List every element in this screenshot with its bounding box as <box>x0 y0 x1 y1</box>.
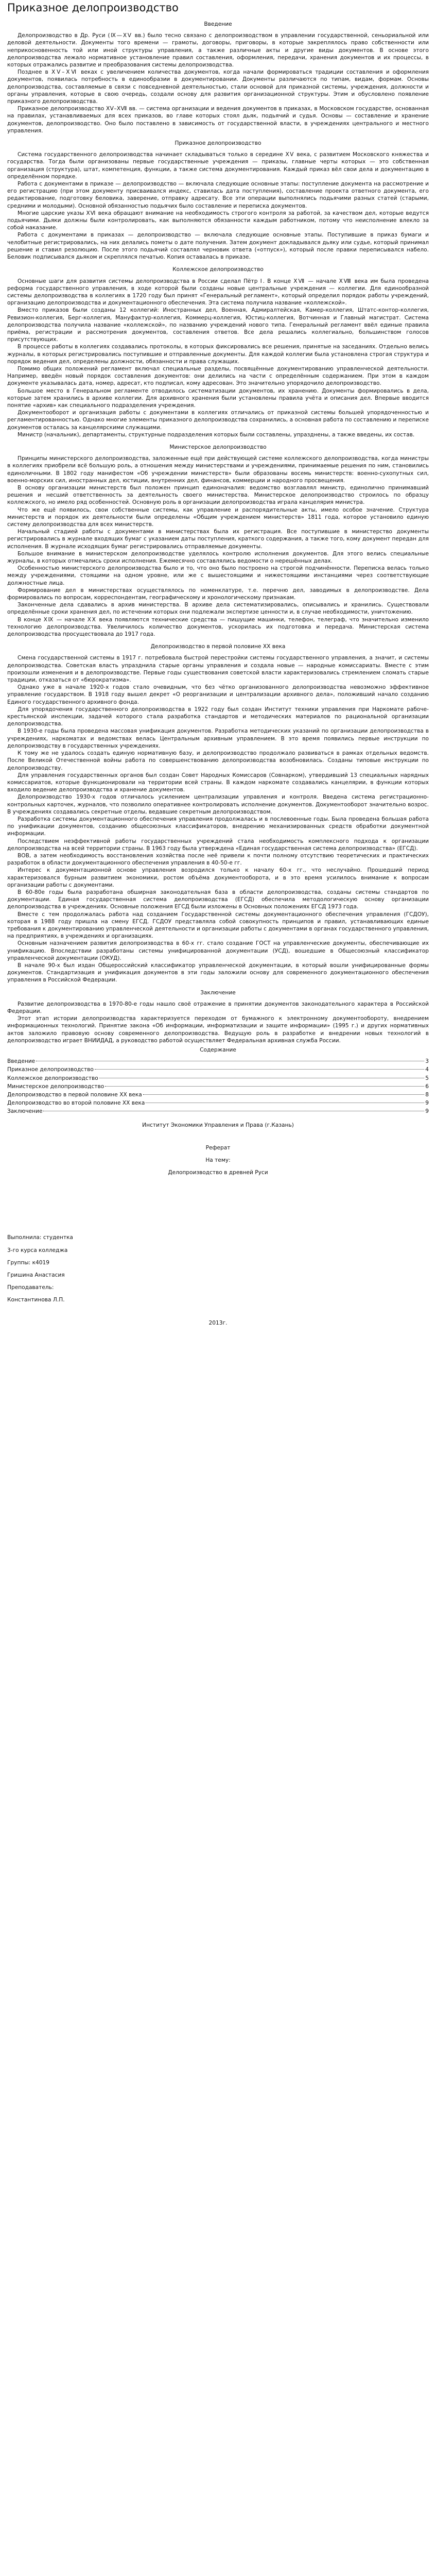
paragraph: Для управления государственных органов был создан Совет Народных Комиссаров (Совнарком), утвердивший 13 специальных нарядных комиссариатов, которые функционировали на территории всей страны. В каждом наркомате создавались канцелярии, в функции которых входило ведение делопроизводства и хранение документов. <box>7 772 429 793</box>
paragraph: Большое место в Генеральном регламенте отводилось систематизации документов, их хранению. Документы формировались в дела, которые затем хранились в архиве коллегии. Для архивного хранения были установлены правила учёта и описания дел. Впервые вводится понятие «архив» как специального подразделения учреждения. <box>7 387 429 409</box>
section <box>7 140 429 261</box>
paragraph: Делопроизводство 1930-х годов отличалось усилением централизации управления и контроля. Введена система регистрационно-контрольных карточек, журналов, что позволило оперативнее контролировать исполнение документов. Документооборот значительно возрос. В учреждениях создавались секретные отделы, ведавшие секретным делопроизводством. <box>7 794 429 815</box>
toc-item[interactable] <box>7 1099 429 1107</box>
document-title: Приказное делопроизводство <box>7 2 179 14</box>
section <box>7 21 429 134</box>
paragraph: Делопроизводство в Др. Руси (Ⅸ—ⅩⅤ вв.) было тесно связано с делопроизводством в управлении государственной, сеньориальной или деловой деятельности. Документы того времени — грамоты, договоры, приговоры, в которые закреплялось право собственности или неприкосновенность той или иной структуры управления, а также различные акты и другие виды документов. В основе этого делопроизводства лежало нормативное установление правил составления, оформления, передачи, хранения документов и их процессы, в которых отражались развитие и преобразования системы делопроизводства. <box>7 32 429 69</box>
toc-item-label: Приказное делопроизводство <box>7 1066 94 1073</box>
toc-item[interactable] <box>7 1075 429 1082</box>
section-heading: Коллежское делопроизводство <box>172 266 264 273</box>
on-topic-label: На тему: <box>205 1157 231 1164</box>
institute-name: Институт Экономики Управления и Права (г.Казань) <box>142 1122 294 1128</box>
toc-item[interactable] <box>7 1091 429 1098</box>
toc-item-page: 3 <box>425 1058 429 1065</box>
teacher-name: Константинова Л.П. <box>7 1297 65 1303</box>
paragraph: Основные шаги для развития системы делопроизводства в России сделал Пётр Ⅰ. В конце ⅩⅦ — начале ⅩⅧ века им была проведена реформа государственного управления, в ходе которой были созданы новые центральные учреждения — коллегии. Для единообразной системы делопроизводства в коллегиях в 1720 году был принят «Генеральный регламент», который определил порядок работы учреждений, организацию делопроизводства и документационного обеспечения. Эта система получила название «коллежской». <box>7 278 429 307</box>
teacher-label: Преподаватель: <box>7 1284 54 1291</box>
section <box>7 852 429 984</box>
paragraph: Вместе с тем продолжалась работа над созданием Государственной системы документационного обеспечения управления (ГСДОУ), которая в 1988 году пришла на смену ЕГСД. ГСДОУ представляла собой совокупность принципов и правил, устанавливающих единые требования к документированию управленческой деятельности и организации работы с документами в органах государственного управления, на предприятиях, в учреждениях и организациях. <box>7 911 429 940</box>
toc-item-label: Делопроизводство в первой половине ⅩⅩ века <box>7 1092 142 1098</box>
paragraph: Смена государственной системы в 1917 г. потребовала быстрой перестройки системы государственного управления, а значит, и системы делопроизводства. Советская власть упразднила старые органы управления и создала новые — народные комиссариаты. Вместе с этим произошли изменения и в делопроизводстве. Первые годы существования советской власти характеризовались стремлением сломать старые традиции, отказаться от «бюрократизма». <box>7 655 429 684</box>
author-name: Гришина Анастасия <box>7 1272 65 1279</box>
table-of-contents <box>7 1046 429 1129</box>
toc-item-label: Заключение <box>7 1108 43 1115</box>
work-type: Реферат <box>205 1144 231 1151</box>
toc-item[interactable] <box>7 1083 429 1090</box>
paragraph: Разработка системы документационного обеспечения управления продолжалась и в послевоенные годы. Была проведена большая работа по унификации документов, созданию общесоюзных классификаторов, внедрению механизированных средств обработки документной информации. <box>7 816 429 837</box>
paragraph: Для упорядочения государственного делопроизводства в 1922 году был создан Институт техники управления при Наркомате рабоче-крестьянской инспекции, задачей которого стала разработка стандартов и методических материалов по рациональной организации делопроизводства. <box>7 706 429 727</box>
toc-leader-dots <box>143 1094 425 1095</box>
paragraph: Работа с документами в приказе — делопроизводство — включала следующие основные этапы: поступление документа на рассмотрение и его регистрацию (при этом документу присваивался индекс, ставилась дата поступления), составление проекта ответного документа, его редактирование, подготовку беловика, заверение, отправку адресату. Все эти операции выполнялись подьячими разных статей (старыми, средними и молодыми). Основной обязанностью подьячих было составление и переписка документов. <box>7 181 429 209</box>
paragraph: В 1930-е годы была проведена массовая унификация документов. Разработка методических указаний по организации делопроизводства в учреждениях, наркоматах и ведомствах велась Центральным архивным управлением. В это время появились первые инструкции по делопроизводству в государственных учреждениях. <box>7 728 429 749</box>
toc-item-label: Министерское делопроизводство <box>7 1083 104 1090</box>
toc-item-label: Введение <box>7 1058 36 1065</box>
toc-leader-dots <box>105 1086 424 1087</box>
paragraph: Начальный стадией работы с документами в министерствах была их регистрация. Все поступившие в министерство документы регистрировались в журнале входящих бумаг с указанием даты поступления, краткого содержания, а также того, кому документ передан для исполнения. В журнале исходящих бумаг регистрировались отправляемые документы. <box>7 529 429 550</box>
paragraph: Документооборот и организация работы с документами в коллегиях отличались от приказной системы большей упорядоченностью и регламентированностью. Однако многие элементы приказного делопроизводства сохранились, а основная работа по составлению и переписке документов осталась за канцелярскими служащими. <box>7 410 429 431</box>
toc-item[interactable] <box>7 1108 429 1115</box>
section <box>7 266 429 438</box>
author-info <box>7 1234 429 1303</box>
paragraph: Работа с документами в приказах — делопроизводство — включала следующие основные этапы. Поступившие в приказ бумаги и челобитные регистрировались, на них делались пометы о дате получения. Затем документ докладывался дьяку или судье, который принимал решение и ставил резолюцию. После этого подьячий составлял черновик ответа («отпуск»), который после правки переписывался набело. Беловик подписывался дьяком и скреплялся печатью. Копия оставалась в приказе. <box>7 232 429 261</box>
paragraph: ВОВ, а затем необходимость восстановления хозяйства после неё привели к почти полному отсутствию теоретических и практических разработок в области документационного обеспечения управления в 40-50-е гг. <box>7 852 429 867</box>
toc-item-page: 6 <box>425 1083 429 1090</box>
paragraph: Этот этап истории делопроизводства характеризуется переходом от бумажного к электронному документообороту, внедрением информационных технологий. Принятие закона «Об информации, информатизации и защите информации» (1995 г.) и других нормативных актов заложило правовую основу современного делопроизводства. Ведущую роль в разработке и внедрении новых технологий в делопроизводство играет ВНИИДАД, а руководство работой осуществляет Федеральная архивная служба России. <box>7 1015 429 1044</box>
section-heading: Приказное делопроизводство <box>175 140 261 147</box>
paragraph: Приказное делопроизводство ⅩⅤ–ⅩⅦ вв. — система организации и ведения документов в приказах, в Московском государстве, основанная на правилах, устанавливаемых для всех приказов, во главе которых стоял дьяк, подьячий и судья. Основы — составление и хранение документов, делопроизводство. Оно было поставлено в зависимость от государственной власти, в учреждениях центрального и местного управления. <box>7 106 429 134</box>
toc-leader-dots <box>95 1069 424 1070</box>
toc-item-page: 5 <box>425 1075 429 1081</box>
paragraph: Помимо общих положений регламент включал специальные разделы, посвящённые документированию управленческой деятельности. Например, введён новый порядок составления документов: они делились на части с определённым содержанием. При этом в каждом документе указывалась дата, номер, адресат, кто подписал, кому адресован. Это значительно упорядочило делопроизводство. <box>7 365 429 387</box>
paragraph: Принципы министерского делопроизводства, заложенные ещё при действующей системе коллежского делопроизводства, когда министры в коллегиях приобрели всё большую роль, а отношения между министерствами и учреждениями, принимаемые решения по ним, становились единоличными. В 1802 году манифестом «Об учреждении министерств» были образованы восемь министерств: военно-сухопутных сил, военно-морских сил, иностранных дел, юстиции, внутренних дел, финансов, коммерции и народного просвещения. <box>7 455 429 484</box>
paragraph: Однако уже в начале 1920-х годов стало очевидным, что без чётко организованного делопроизводства невозможно эффективное управление государством. В 1918 году вышел декрет «О реорганизации и централизации архивного дела», положивший начало созданию Единого государственного архивного фонда. <box>7 684 429 705</box>
section <box>7 444 429 638</box>
document-year: 2013г. <box>208 1319 228 1326</box>
paragraph: Особенностью министерского делопроизводства было и то, что оно было построено на строгой подчинённости. Переписка велась только между учреждениями, стоящими на одном уровне, или же с вышестоящими и нижестоящими инстанциями через соответствующие должностные лица. <box>7 565 429 586</box>
paragraph: В начале 90-х был издан Общероссийский классификатор управленческой документации, в который вошли унифицированные формы документов. Стандартизация и унификация документов в эти годы заложили основу для современного документационного обеспечения управления в Российской Федерации. <box>7 962 429 984</box>
paragraph: Вместо приказов были созданы 12 коллегий: Иностранных дел, Военная, Адмиралтейская, Камер-коллегия, Штатс-контор-коллегия, Ревизион-коллегия, Берг-коллегия, Мануфактур-коллегия, Коммерц-коллегия, Юстиц-коллегия, Вотчинная и Главный магистрат. Система делопроизводства получила название «коллежской», по названию учреждений нового типа. Генеральный регламент ввёл единые правила приёма, регистрации и рассмотрения документов, составления ответов. Все дела решались коллегиально, большинством голосов присутствующих. <box>7 307 429 343</box>
author-group: Группы: к4019 <box>7 1259 49 1266</box>
paragraph: Большое внимание в министерском делопроизводстве уделялось контролю исполнения документов. Для этого велись специальные журналы, в которых отмечались сроки исполнения. Ежемесячно составлялись ведомости о нерешённых делах. <box>7 550 429 565</box>
toc-item-page: 9 <box>425 1100 429 1107</box>
paragraph: Основным назначением развития делопроизводства в 60-х гг. стало создание ГОСТ на управленческие документы, обеспечивающие их унификацию. Впоследствии разработаны системы унифицированной документации (УСД), вошедшие в Общесоюзный классификатор управленческой документации (ОКУД). <box>7 940 429 961</box>
toc-item-label: Коллежское делопроизводство <box>7 1075 98 1081</box>
section-heading: Делопроизводство в первой половине ⅩⅩ века <box>150 643 286 650</box>
paragraph: В процессе работы в коллегиях создавались протоколы, в которых фиксировались все решения, принятые на заседаниях. Отдельно велись журналы, в которых регистрировались поступившие и отправленные документы. Для каждой коллегии была установлена строгая структура и порядок ведения дел, определены должности, обязанности и права служащих. <box>7 344 429 365</box>
paragraph: Министр (начальник), департаменты, структурные подразделения которых были составлены, упразднены, а также введены, их состав. <box>18 431 415 438</box>
paragraph: Законченные дела сдавались в архив министерства. В архиве дела систематизировались, описывались и хранились. Существовали определённые сроки хранения дел, по истечении которых они подлежали экспертизе ценности и, в случае необходимости, уничтожению. <box>7 602 429 616</box>
paragraph: Формирование дел в министерствах осуществлялось по номенклатуре, т.е. перечню дел, заводимых в делопроизводстве. Дела формировались по вопросам, корреспондентам, географическому и хронологическому признакам. <box>7 587 429 601</box>
author-line-2: 3-го курса колледжа <box>7 1247 68 1253</box>
paragraph: Многие царские указы ⅩⅥ века обращают внимание на необходимость строгого контроля за работой, за качеством дел, которые ведутся подьячими. Дьяки должны были контролировать, как выполняются обязанности каждым работником, потому что неисполнение влекло за собой наказание. <box>7 210 429 231</box>
section-heading: Заключение <box>200 989 236 996</box>
paragraph: Позднее в ⅩⅤ–ⅩⅥ веках с увеличением количества документов, когда начали формироваться традиции составления и оформления документов, появилась потребность в единообразии в документировании. Документы различаются по типам, видам, формам. Основы делопроизводства, составляемые в связи с повседневной деятельностью, стали основой для приказной системы, учреждения, должности и органы управления, которые в свою очередь, создали основу для развития организационной структуры. Этим и обусловлено появление приказного делопроизводства. <box>7 69 429 105</box>
paragraph: Последствием неэффективной работы государственных учреждений стала необходимость комплексного подхода к организации делопроизводства на всей территории страны. В 1963 году была утверждена «Единая государственная система делопроизводства» (ЕГСД). <box>7 838 429 852</box>
toc-item-label: Делопроизводство во второй половине ⅩⅩ века <box>7 1100 145 1107</box>
paragraph: К тому же не удалось создать единую нормативную базу, и делопроизводство продолжало развиваться в рамках отдельных ведомств. После Великой Отечественной войны работа по совершенствованию делопроизводства возобновилась. Созданы типовые инструкции по делопроизводству. <box>7 750 429 771</box>
section <box>7 643 429 852</box>
author-line-1: Выполнила: студентка <box>7 1234 73 1241</box>
title-page <box>7 1144 429 1177</box>
toc-item-page: 9 <box>425 1108 429 1115</box>
toc-heading: Содержание <box>200 1047 236 1054</box>
paragraph: Что же ещё появилось, свои собственные системы, как управление и распорядительные акты, имело особое значение. Структура министерств и порядок их деятельности были определены «Общим учреждением министерств» 1811 года, которое установило единую систему делопроизводства для всех министерств. <box>7 506 429 528</box>
paragraph: В 60-80е годы была разработана обширная законодательная база в области делопроизводства, созданы системы стандартов по документации. Единая государственная система делопроизводства (ЕГСД) обеспечила методологическую основу организации делопроизводства в учреждениях. Основные положения ЕГСД были изложены в Основных положениях ЕГСД 1973 года. <box>7 889 429 910</box>
toc-item-page: 8 <box>425 1092 429 1098</box>
paragraph: Развитие делопроизводства в 1970-80-е годы нашло своё отражение в принятии документов законодательного характера в Российской Федерации. <box>7 1001 429 1014</box>
paragraph: В основу организации министерств был положен принцип единоначалия: ведомство возглавлял министр, единолично принимавший решения и несший ответственность за деятельность своего министерства. Министерское делопроизводство строилось по образцу коллежского, но имело ряд особенностей. Основную роль в организации делопроизводства играла канцелярия министра. <box>7 484 429 506</box>
paragraph: Система государственного делопроизводства начинает складываться только в середине ⅩⅤ века, с развитием Московского княжества и государства. Тогда были организованы первые государственные учреждения — приказы, главные черты которых — это собственная организация (структура), штат, компетенция, функции, а также система документирования. Каждый приказ вёл свои дела и документацию в определённом порядке. <box>7 151 429 180</box>
toc-list <box>7 1058 429 1115</box>
paragraph: В конце ⅩⅨ — начале ⅩⅩ века появляются технические средства — пишущие машинки, телефон, телеграф, что значительно изменило технологию делопроизводства. Увеличилось количество документов, ускорилась их подготовка и передача. Министерская система делопроизводства просуществовала до 1917 года. <box>7 616 429 638</box>
toc-item-page: 4 <box>425 1066 429 1073</box>
section-heading: Министерское делопроизводство <box>169 444 267 450</box>
toc-item[interactable] <box>7 1058 429 1065</box>
section <box>7 989 429 1044</box>
work-topic: Делопроизводство в древней Руси <box>168 1170 268 1176</box>
section-heading: Введение <box>204 21 232 27</box>
paragraph: Интерес к документационной основе управления возродился только к началу 60-х гг., что неслучайно. Прошедший период характеризовался бурным развитием экономики, ростом объёма документооборота, и в это время усилилось внимание к вопросам организации работы с документами. <box>7 867 429 888</box>
document-body <box>7 21 429 1044</box>
toc-item[interactable] <box>7 1066 429 1073</box>
